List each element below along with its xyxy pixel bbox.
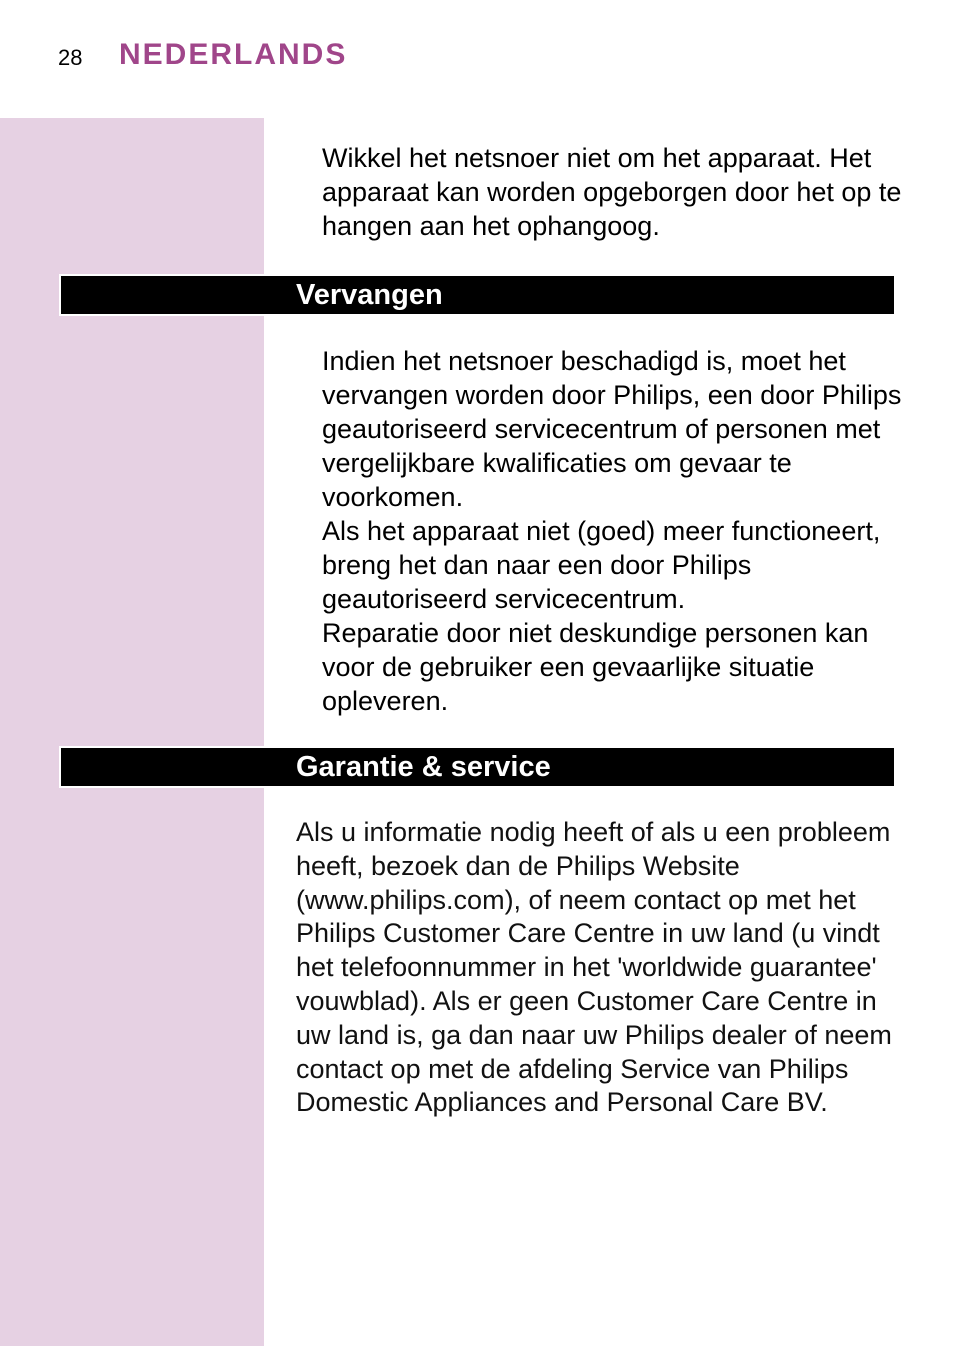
intro-paragraph: Wikkel het netsnoer niet om het apparaat. Het apparaat kan worden opgeborgen door het op te hangen aan het ophangoog. (322, 143, 902, 241)
vervangen-paragraph-3: Reparatie door niet deskundige personen kan voor de gebruiker een gevaarlijke situatie opleveren. (322, 618, 869, 716)
vervangen-paragraph-2: Als het apparaat niet (goed) meer functioneert, breng het dan naar een door Philips geautoriseerd servicecentrum. (322, 516, 881, 614)
section-bar-garantie (59, 746, 896, 788)
vervangen-paragraph-1: Indien het netsnoer beschadigd is, moet het vervangen worden door Philips, een door Philips geautoriseerd servicecentrum of personen met vergelijkbare kwalificaties om gevaar te voorkomen. (322, 346, 902, 512)
section-bar-vervangen (59, 274, 896, 316)
section-title-vervangen: Vervangen (296, 279, 443, 311)
philips-website-link[interactable]: www.philips.com (305, 884, 505, 915)
garantie-text-start: Als u informatie nodig heeft of als u een probleem heeft, bezoek dan de Philips Website ( (296, 817, 891, 915)
garantie-text-end: ), of neem contact op met het Philips Customer Care Centre in uw land (u vindt het telefoonnummer in het 'worldwide guarantee' vouwblad). Als er geen Customer Care Centre in uw land is, ga dan naar uw Philips dealer of neem contact op met de afdeling Service van Philips Domestic Appliances and Personal Care BV. (296, 884, 892, 1118)
page-number: 28 (58, 45, 83, 70)
garantie-paragraph (296, 816, 906, 1120)
vervangen-body (322, 344, 902, 718)
language-heading: NEDERLANDS (119, 38, 348, 71)
section-title-garantie: Garantie & service (296, 751, 551, 783)
